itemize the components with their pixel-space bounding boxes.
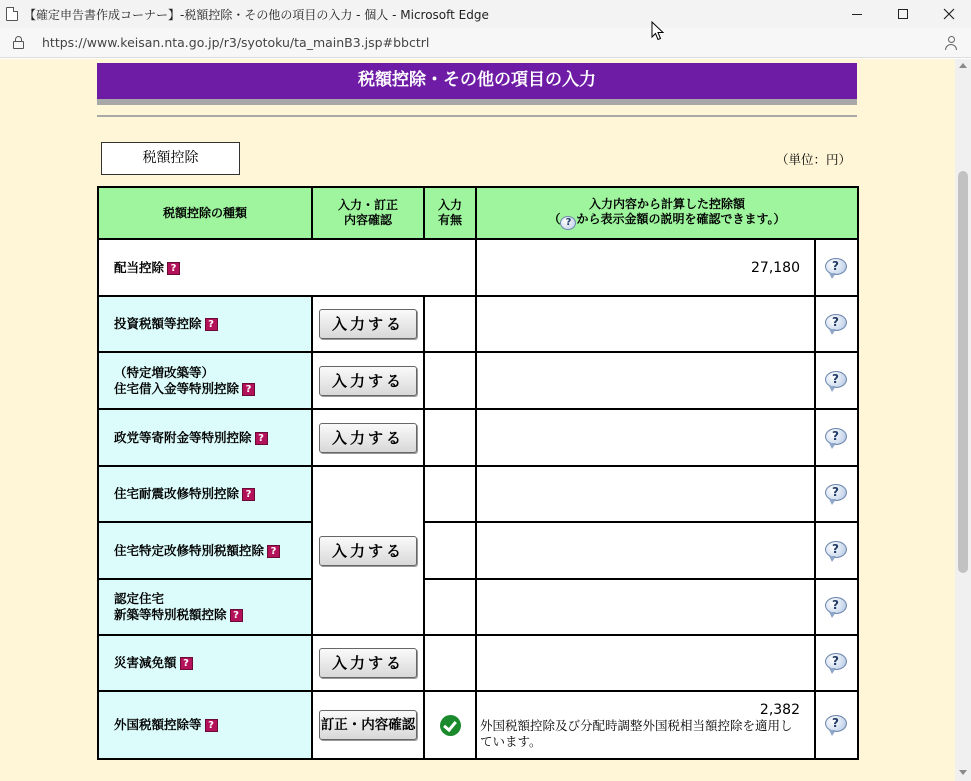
row-amount [476,579,815,635]
table-row [98,352,858,409]
row-amount: 2,382 外国税額控除及び分配時調整外国税相当額控除を適用しています。 [476,691,815,759]
help-bubble-icon[interactable]: ? [825,715,849,735]
url-field[interactable]: https://www.keisan.nta.go.jp/r3/syotoku/ta_mainB3.jsp#bbctrl [42,35,430,50]
unit-label: （単位：円） [776,152,852,167]
row-amount [476,409,815,466]
help-bubble-icon[interactable]: ? [825,428,849,448]
table-row [98,579,858,635]
table-header-row [98,187,858,239]
divider [97,115,857,117]
help-bubble-icon[interactable]: ? [825,541,849,561]
row-name: 住宅特定改修特別税額控除 ? [98,522,312,579]
row-flag [424,466,476,522]
correct-confirm-button[interactable]: 訂正・内容確認 [319,710,417,740]
help-bubble-icon[interactable]: ? [825,258,849,278]
row-flag [424,635,476,691]
help-bubble-icon[interactable]: ? [825,371,849,391]
header-has-input: 入力 有無 [424,187,476,239]
row-flag [424,296,476,352]
header-shadow [97,99,857,105]
input-button[interactable]: 入力する [319,536,417,566]
row-name: 災害減免額 ? [98,635,312,691]
table-row [98,296,858,352]
question-icon[interactable]: ? [242,383,255,396]
lock-icon[interactable] [13,36,24,49]
close-button[interactable] [926,0,971,28]
input-button[interactable]: 入力する [319,423,417,453]
window-title-bar [0,0,971,28]
table-row [98,522,858,579]
row-name: 住宅耐震改修特別控除 ? [98,466,312,522]
header-input-confirm: 入力・訂正 内容確認 [312,187,424,239]
row-flag [424,522,476,579]
row-amount [476,352,815,409]
row-name: 外国税額控除等 ? [98,691,312,759]
checkmark-icon [440,715,461,736]
help-icon: ? [560,216,576,230]
table-row [98,691,858,759]
profile-icon[interactable] [945,36,959,50]
maximize-button[interactable] [880,0,926,28]
question-icon[interactable]: ? [267,545,280,558]
minimize-button[interactable] [834,0,880,28]
question-icon[interactable]: ? [242,488,255,501]
row-amount [476,296,815,352]
header-amount: 入力内容から計算した控除額 （ ? から表示金額の説明を確認できます。） [476,187,858,239]
row-name: 政党等寄附金等特別控除 ? [98,409,312,466]
header-type: 税額控除の種類 [98,187,312,239]
page-title: 税額控除・その他の項目の入力 [97,63,857,99]
question-icon[interactable]: ? [205,719,218,732]
scroll-down-arrow-icon[interactable] [959,770,967,775]
table-row [98,635,858,691]
row-name: 投資税額等控除 ? [98,296,312,352]
row-amount [476,522,815,579]
window-title: 【確定申告書作成コーナー】-税額控除・その他の項目の入力 - 個人 - Microsoft Edge [24,7,489,22]
row-name: （特定増改築等） 住宅借入金等特別控除 ? [98,352,312,409]
table-row [98,239,858,296]
question-icon[interactable]: ? [180,657,193,670]
input-button[interactable]: 入力する [319,309,417,339]
table-row [98,409,858,466]
question-icon[interactable]: ? [205,318,218,331]
row-amount [476,635,815,691]
document-icon [6,7,18,21]
row-name: 認定住宅 新築等特別税額控除 ? [98,579,312,635]
question-icon[interactable]: ? [230,609,243,622]
input-button[interactable]: 入力する [319,648,417,678]
scrollbar-thumb[interactable] [958,171,968,573]
row-flag [424,579,476,635]
row-amount: 27,180 [476,239,815,296]
question-icon[interactable]: ? [255,432,268,445]
table-row [98,466,858,522]
help-bubble-icon[interactable]: ? [825,653,849,673]
question-icon[interactable]: ? [167,262,180,275]
scroll-up-arrow-icon[interactable] [959,63,967,68]
tax-credit-table [97,186,859,760]
address-bar [0,28,971,58]
row-note: 外国税額控除及び分配時調整外国税相当額控除を適用しています。 [480,718,793,749]
row-name: 配当控除 ? [98,239,476,296]
row-flag [424,352,476,409]
row-flag [424,409,476,466]
vertical-scrollbar[interactable] [955,59,971,781]
help-bubble-icon[interactable]: ? [825,597,849,617]
row-amount [476,466,815,522]
page-content [0,59,955,781]
input-button[interactable]: 入力する [319,366,417,396]
help-bubble-icon[interactable]: ? [825,484,849,504]
help-bubble-icon[interactable]: ? [825,314,849,334]
close-icon [943,8,955,20]
section-tab-tax-credit: 税額控除 [101,142,240,175]
